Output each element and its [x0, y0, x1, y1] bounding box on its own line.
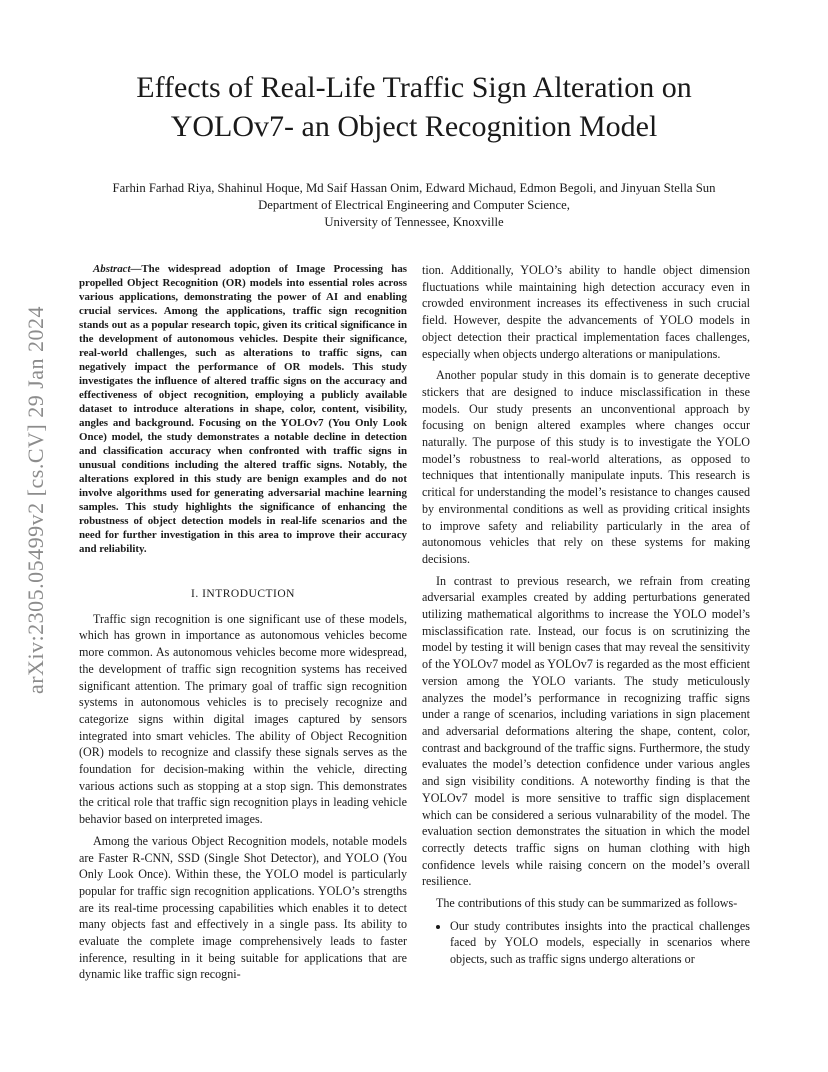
- intro-paragraph: Among the various Object Recognition models, notable models are Faster R-CNN, SSD (Single Shot Detector), and YOLO (You Only Look Once). Within these, the YOLO model is particularly popular for traffic sign recognition applications. YOLO’s strengths are its real-time processing capabilities which enables it to detect many objects fast and effectively in a single pass. Its ability to evaluate the complete image comprehensively leads to faster inference, resulting in it being suitable for applications that are dynamic like traffic sign recogni-: [79, 833, 407, 982]
- body-paragraph: tion. Additionally, YOLO’s ability to handle object dimension fluctuations while maintaining high detection accuracy even in crowded environment increases its effectiveness in such crucial field. However, despite the advancements of YOLO models in object detection their practical implementation faces challenges, especially when objects undergo alterations or manipulations.: [422, 263, 750, 361]
- page-title: [60, 68, 768, 146]
- author-block: [20, 180, 808, 231]
- intro-paragraph: Traffic sign recognition is one significant use of these models, which has grown in importance as autonomous vehicles become more common. As autonomous vehicles become more widespread, the development of traffic sign recognition systems has received significant attention. The primary goal of traffic sign recognition systems in autonomous vehicles is to precisely recognize and categorize signs within digital images captured by sensors integrated into smart vehicles. The ability of Object Recognition (OR) models to recognize and classify these signals serves as the foundation for decision-making within the vehicle, directing various actions such as stopping at a stop sign. This demonstrates the critical role that traffic sign recognition plays in leading vehicle behavior based on interpreted images.: [79, 611, 407, 827]
- abstract-text: —The widespread adoption of Image Processing has propelled Object Recognition (OR) models into essential roles across various applications, demonstrating the power of AI and enabling crucial services. Among the applications, traffic sign recognition stands out as a popular research topic, given its critical significance in the development of autonomous vehicles. Despite their significance, real-world challenges, such as alterations to traffic signs, can negatively impact the performance of OR models. This study investigates the influence of altered traffic signs on the accuracy and effectiveness of object recognition, employing a publicly available dataset to introduce alterations in shape, color, content, visibility, angles and background. Focusing on the YOLOv7 (You Only Look Once) model, the study demonstrates a notable decline in detection and classification accuracy when confronted with traffic signs in unusual conditions including the altered traffic signs. Notably, the alterations explored in this study are benign examples and do not involve algorithms used for generating adversarial machine learning samples. This study highlights the significance of enhancing the robustness of object detection models in real-life scenarios and the need for further investigation in this area to improve their accuracy and reliability.: [79, 263, 407, 555]
- title-line-1: Effects of Real-Life Traffic Sign Alteration on: [136, 71, 692, 104]
- list-item: • Our study contributes insights into the practical challenges faced by YOLO models, especially in scenarios where objects, such as traffic signs undergo alterations or: [450, 918, 750, 968]
- arxiv-identifier-stamp: arXiv:2305.05499v2 [cs.CV] 29 Jan 2024: [23, 305, 48, 695]
- body-paragraph: Another popular study in this domain is to generate deceptive stickers that are designed to induce misclassification in these models. Our study presents an unconventional approach by focusing on benign altered examples where changes occur naturally. The purpose of this study is to investigate the YOLO model’s robustness to real-world alterations, as opposed to techniques that intentionally manipulate inputs. This research is critical for understanding the model’s resistance to changes caused by environmental conditions as well as providing critical insights to improve safety and reliability particularly in the area of autonomous vehicles that rely on these systems for making decisions.: [422, 368, 750, 566]
- affiliation-line-1: Department of Electrical Engineering and Computer Science,: [258, 198, 570, 212]
- body-paragraph: The contributions of this study can be summarized as follows-: [436, 896, 738, 911]
- author-list: Farhin Farhad Riya, Shahinul Hoque, Md Saif Hassan Onim, Edward Michaud, Edmon Begoli, and Jinyuan Stella Sun: [112, 181, 716, 195]
- right-column: [422, 262, 750, 968]
- section-heading-introduction: I. INTRODUCTION: [191, 588, 295, 600]
- body-paragraph: In contrast to previous research, we refrain from creating adversarial examples created by adding perturbations generated utilizing mathematical algorithms to increase the YOLO model’s misclassification rate. Instead, our focus is on scrutinizing the model by testing it will benign cases that may reveal the sensitivity of the YOLOv7 model as YOLOv7 is regarded as the most efficient version among the YOLO variants. The study meticulously analyzes the model’s performance in recognizing traffic signs under a range of scenarios, including variations in sign placement and adversarial deformations altering the shape, content, color, contrast and background of the traffic signs. Furthermore, the study evaluates the model’s detection confidence under various angles and sign visibility conditions. A noteworthy finding is that the YOLOv7 model is more sensitive to traffic sign displacement which can be considered a serious vulnarability of the model. The evaluation section demonstrates the situation in which the model correctly detects traffic signs on human clothing with high confidence levels while raising concern on the model’s overall resilience.: [422, 573, 750, 889]
- affiliation-line-2: University of Tennessee, Knoxville: [324, 215, 504, 229]
- abstract: [79, 262, 407, 556]
- left-column: [79, 262, 407, 983]
- title-line-2: YOLOv7- an Object Recognition Model: [170, 110, 658, 143]
- abstract-label: Abstract: [93, 263, 131, 275]
- contributions-list: [422, 918, 750, 968]
